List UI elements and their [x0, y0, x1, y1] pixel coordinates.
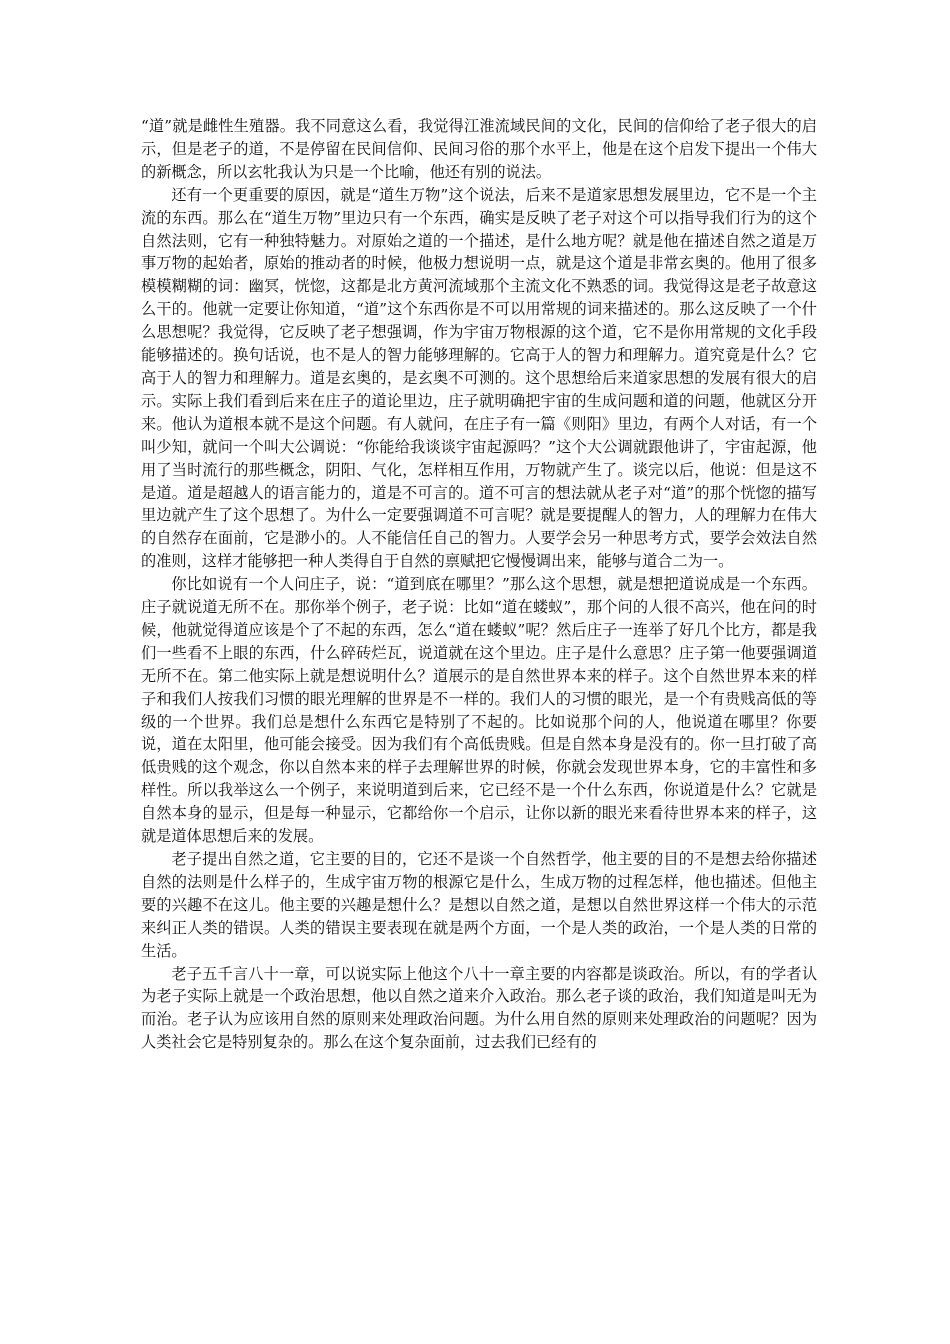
paragraph-1: “道”就是雌性生殖器。我不同意这么看，我觉得江淮流域民间的文化，民间的信仰给了老子很大的启示，但是老子的道，不是停留在民间信仰、民间习俗的那个水平上，他是在这个启发下提出一个伟大的新概念，所以玄牝我认为只是一个比喻，他还有别的说法。 [141, 117, 817, 181]
paragraph-2: 还有一个更重要的原因，就是“道生万物”这个说法，后来不是道家思想发展里边，它不是一个主流的东西。那么在“道生万物”里边只有一个东西，确实是反映了老子对这个可以指导我们行为的这个自然法则，它有一种独特魅力。对原始之道的一个描述，是什么地方呢？就是他在描述自然之道是万事万物的起始者，原始的推动者的时候，他极力想说明一点，就是这个道是非常玄奥的。他用了很多模模糊糊的词：幽冥，恍惚，这都是北方黄河流域那个主流文化不熟悉的词。我觉得这是老子故意这么干的。他就一定要让你知道，“道”这个东西你是不可以用常规的词来描述的。那么这反映了一个什么思想呢？我觉得，它反映了老子想强调，作为宇宙万物根源的这个道，它不是你用常规的文化手段能够描述的。换句话说，也不是人的智力能够理解的。它高于人的智力和理解力。道究竟是什么？它高于人的智力和理解力。道是玄奥的，是玄奥不可测的。这个思想给后来道家思想的发展有很大的启示。实际上我们看到后来在庄子的道论里边，庄子就明确把宇宙的生成问题和道的问题，他就区分开来。他认为道根本就不是这个问题。有人就问，在庄子有一篇《则阳》里边，有两个人对话，有一个叫少知，就问一个叫大公调说：“你能给我谈谈宇宙起源吗？”这个大公调就跟他讲了，宇宙起源，他用了当时流行的那些概念，阴阳、气化，怎样相互作用，万物就产生了。谈完以后，他说：但是这不是道。道是超越人的语言能力的，道是不可言的。道不可言的想法就从老子对“道”的那个恍惚的描写里边就产生了这个思想了。为什么一定要强调道不可言呢？就是要提醒人的智力，人的理解力在伟大的自然存在面前，它是渺小的。人不能信任自己的智力。人要学会另一种思考方式，要学会效法自然的准则，这样才能够把一种人类得自于自然的禀赋把它慢慢调出来，能够与道合二为一。 [141, 185, 817, 571]
paragraph-3: 你比如说有一个人问庄子，说：“道到底在哪里？”那么这个思想，就是想把道说成是一个东西。庄子就说道无所不在。那你举个例子，老子说：比如“道在蝼蚁”，那个问的人很不高兴，他在问的时候，他就觉得道应该是个了不起的东西，怎么“道在蝼蚁”呢？然后庄子一连举了好几个比方，都是我们一些看不上眼的东西，什么碎砖烂瓦，说道就在这个里边。庄子是什么意思？庄子第一他要强调道无所不在。第二他实际上就是想说明什么？道展示的是自然世界本来的样子。这个自然世界本来的样子和我们人按我们习惯的眼光理解的世界是不一样的。我们人的习惯的眼光，是一个有贵贱高低的等级的一个世界。我们总是想什么东西它是特别了不起的。比如说那个问的人，他说道在哪里？你要说，道在太阳里，他可能会接受。因为我们有个高低贵贱。但是自然本身是没有的。你一旦打破了高低贵贱的这个观念，你以自然本来的样子去理解世界的时候，你就会发现世界本身，它的丰富性和多样性。所以我举这么一个例子，来说明道到后来，它已经不是一个什么东西，你说道是什么？它就是自然本身的显示，但是每一种显示，它都给你一个启示，让你以新的眼光来看待世界本来的样子，这就是道体思想后来的发展。 [141, 575, 817, 846]
paragraph-4: 老子提出自然之道，它主要的目的，它还不是谈一个自然哲学，他主要的目的不是想去给你描述自然的法则是什么样子的，生成宇宙万物的根源它是什么，生成万物的过程怎样，他也描述。但他主要的兴趣不在这儿。他主要的兴趣是想什么？是想以自然之道，是想以自然世界这样一个伟大的示范来纠正人类的错误。人类的错误主要表现在就是两个方面，一个是人类的政治，一个是人类的日常的生活。 [141, 850, 817, 960]
paragraph-5: 老子五千言八十一章，可以说实际上他这个八十一章主要的内容都是谈政治。所以，有的学者认为老子实际上就是一个政治思想，他以自然之道来介入政治。那么老子谈的政治，我们知道是叫无为而治。老子认为应该用自然的原则来处理政治问题。为什么用自然的原则来处理政治的问题呢？因为人类社会它是特别复杂的。那么在这个复杂面前，过去我们已经有的 [141, 964, 817, 1052]
document-body [141, 115, 817, 1054]
